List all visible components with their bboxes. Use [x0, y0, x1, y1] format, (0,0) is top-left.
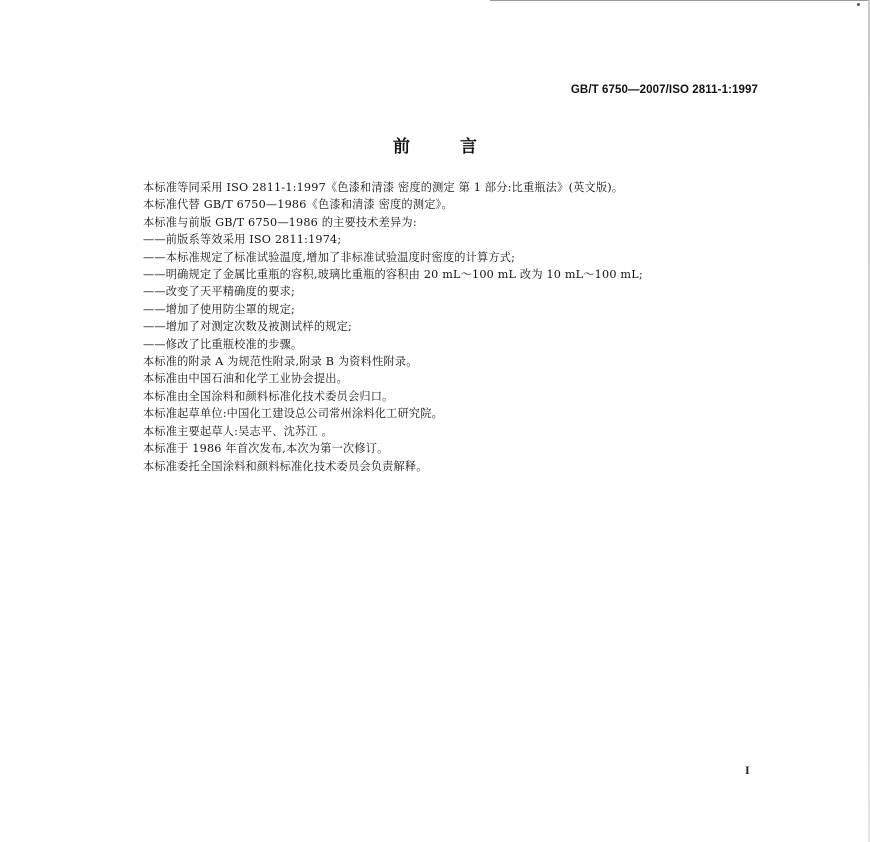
foreword-body — [143, 179, 783, 475]
text-line: ——增加了对测定次数及被测试样的规定; — [143, 320, 352, 334]
text-line: 本标准起草单位:中国化工建设总公司常州涂料化工研究院。 — [143, 407, 444, 421]
text-line: 本标准与前版 GB/T 6750—1986 的主要技术差异为: — [143, 215, 417, 229]
text-line: ——明确规定了金属比重瓶的容积,玻璃比重瓶的容积由 20 mL～100 mL 改为 10 mL～100 mL; — [143, 268, 643, 282]
scan-speck — [857, 3, 860, 6]
page-number: I — [745, 763, 750, 777]
text-line: ——修改了比重瓶校准的步骤。 — [143, 337, 303, 351]
text-line: 本标准等同采用 ISO 2811-1:1997《色漆和清漆 密度的测定 第 1 部分:比重瓶法》(英文版)。 — [143, 181, 624, 194]
text-line: ——改变了天平精确度的要求; — [143, 285, 296, 299]
text-line: 本标准代替 GB/T 6750—1986《色漆和清漆 密度的测定》。 — [143, 198, 453, 212]
text-line: 本标准委托全国涂料和颜料标准化技术委员会负责解释。 — [143, 459, 428, 473]
text-line: 本标准于 1986 年首次发布,本次为第一次修订。 — [143, 442, 389, 456]
text-line: ——前版系等效采用 ISO 2811:1974; — [143, 233, 342, 247]
scan-edge-top — [490, 0, 870, 1]
text-line: 本标准由全国涂料和颜料标准化技术委员会归口。 — [143, 389, 394, 403]
standard-code-header: GB/T 6750—2007/ISO 2811-1:1997 — [570, 84, 758, 96]
text-line: ——本标准规定了标准试验温度,增加了非标准试验温度时密度的计算方式; — [143, 250, 516, 264]
text-line: 本标准的附录 A 为规范性附录,附录 B 为资料性附录。 — [143, 355, 418, 369]
text-line: 本标准由中国石油和化学工业协会提出。 — [143, 372, 348, 386]
page-title: 前 言 — [393, 137, 499, 157]
text-line: 本标准主要起草人:吴志平、沈苏江 。 — [143, 424, 333, 438]
text-line: ——增加了使用防尘罩的规定; — [143, 302, 296, 316]
